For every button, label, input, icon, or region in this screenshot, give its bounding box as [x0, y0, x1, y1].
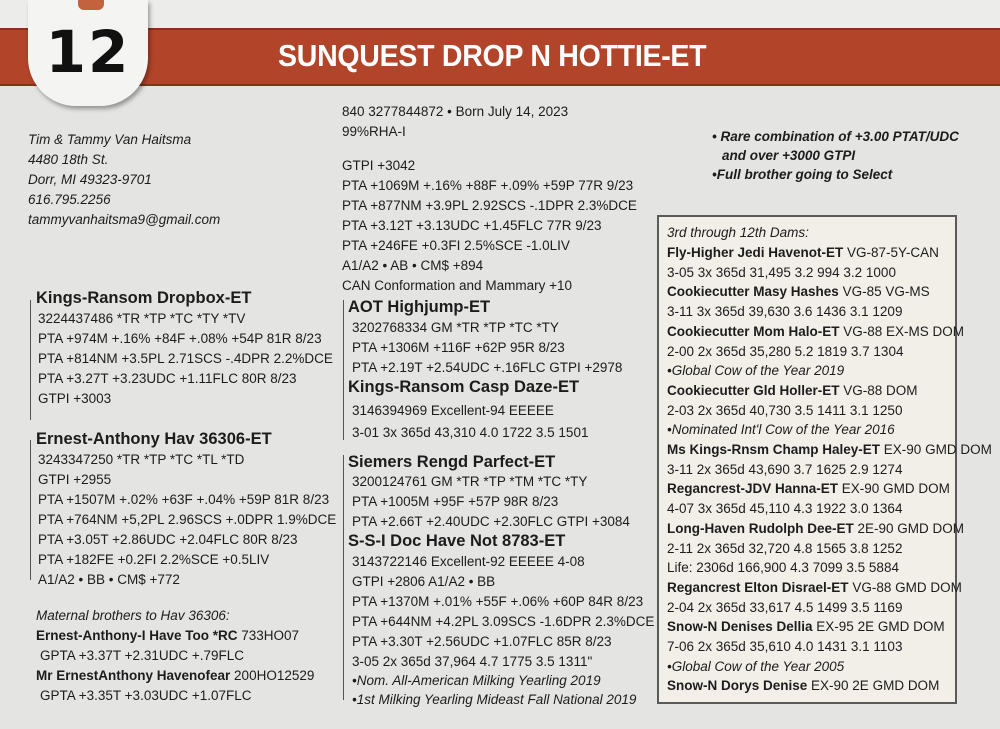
dam-entry-classification: EX-95 2E GMD DOM	[812, 619, 945, 635]
dam-sire-bracket-line	[343, 455, 344, 700]
sire-name: Kings-Ransom Dropbox-ET	[36, 289, 252, 307]
dam-entry	[667, 479, 950, 499]
dam-sire-line: PTA +2.66T +2.40UDC +2.30FLC GTPI +3084	[352, 514, 630, 529]
owner-name: Tim & Tammy Van Haitsma	[28, 132, 192, 147]
animal-stat: PTA +246FE +0.3FI 2.5%SCE -1.0LIV	[342, 238, 570, 253]
sire-line: PTA +974M +.16% +84F +.08% +54P 81R 8/23	[38, 331, 322, 346]
ancestral-dams-box	[657, 215, 992, 704]
dam-record: 2-00 2x 365d 35,280 5.2 1819 3.7 1304	[667, 343, 904, 359]
dam-dam-line: 3-05 2x 365d 37,964 4.7 1775 3.5 1311"	[352, 654, 593, 669]
dam-entry-name: Cookiecutter Masy Hashes	[667, 284, 839, 300]
dam-entry-classification: VG-88 EX-MS DOM	[839, 323, 965, 339]
dam-entry	[667, 440, 992, 460]
dam-entry-name: Fly-Higher Jedi Havenot-ET	[667, 245, 844, 260]
dam-entry-classification: VG-87-5Y-CAN	[843, 245, 939, 260]
dam-entry-classification: 2E-90 GMD DOM	[853, 520, 965, 536]
dam-name: Ernest-Anthony Hav 36306-ET	[36, 430, 272, 448]
dam-sire-line: 3200124761 GM *TR *TP *TM *TC *TY	[352, 474, 588, 489]
dam-entry-classification: EX-90 GMD DOM	[838, 481, 950, 497]
dam-line: A1/A2 • BB • CM$ +772	[38, 572, 180, 587]
sire-line: GTPI +3003	[38, 391, 112, 406]
owner-email: tammyvanhaitsma9@gmail.com	[28, 212, 221, 227]
dam-entry	[667, 322, 964, 342]
dam-line: PTA +1507M +.02% +63F +.04% +59P 81R 8/23	[38, 492, 330, 507]
dam-dam-line: PTA +644NM +4.2PL 3.09SCS -1.6DPR 2.3%DCE	[352, 614, 655, 629]
dam-record: 3-11 2x 365d 43,690 3.7 1625 2.9 1274	[667, 461, 903, 477]
dam-record: 4-07 3x 365d 45,110 4.3 1922 3.0 1364	[667, 501, 903, 517]
maternal-brother-stats: GPTA +3.37T +2.31UDC +.79FLC	[40, 648, 244, 663]
tag-hole-shape	[78, 0, 104, 10]
dam-dam-note: •Nom. All-American Milking Yearling 2019	[352, 673, 601, 688]
dam-entry-classification: EX-90 GMD DOM	[880, 442, 992, 457]
dam-entry-name: Long-Haven Rudolph Dee-ET	[667, 520, 854, 536]
dam-entry	[667, 282, 930, 302]
dam-entry-name: Ms Kings-Rnsm Champ Haley-ET	[667, 442, 881, 457]
dam-entry-name: Regancrest Elton Disrael-ET	[667, 579, 849, 595]
dam-dam-line: PTA +3.30T +2.56UDC +1.07FLC 85R 8/23	[352, 634, 612, 649]
animal-stat: PTA +877NM +3.9PL 2.92SCS -.1DPR 2.3%DCE	[342, 198, 637, 213]
dam-entry-name: Cookiecutter Mom Halo-ET	[667, 323, 840, 339]
highlight-3: •Full brother going to Select	[712, 167, 893, 182]
sire-sire-line: 3202768334 GM *TR *TP *TC *TY	[352, 320, 559, 335]
dam-entry-name: Regancrest-JDV Hanna-ET	[667, 481, 839, 497]
top-strip	[0, 0, 1000, 28]
dams-heading: 3rd through 12th Dams:	[667, 225, 809, 240]
dam-dam-line: GTPI +2806 A1/A2 • BB	[352, 574, 496, 589]
maternal-brother-code: 200HO12529	[230, 668, 315, 683]
dam-entry	[667, 617, 945, 637]
dam-line: GTPI +2955	[38, 472, 112, 487]
sire-sire-bracket-line	[343, 300, 344, 440]
dam-entry	[667, 243, 939, 263]
dam-line: PTA +182FE +0.2FI 2.2%SCE +0.5LIV	[38, 552, 270, 567]
dam-entry	[667, 519, 964, 539]
dam-entry-name: Snow-N Dorys Denise	[667, 678, 808, 694]
sire-bracket-line	[30, 300, 31, 420]
lot-title: SUNQUEST DROP N HOTTIE-ET	[278, 38, 707, 73]
registration-line: 840 3277844872 • Born July 14, 2023	[342, 104, 569, 119]
dam-record: 2-04 2x 365d 33,617 4.5 1499 3.5 1169	[667, 599, 903, 615]
dam-record: Life: 2306d 166,900 4.3 7099 3.5 5884	[667, 560, 899, 576]
rha-line: 99%RHA-I	[342, 124, 406, 139]
animal-stat: CAN Conformation and Mammary +10	[342, 278, 572, 293]
dam-line: 3243347250 *TR *TP *TC *TL *TD	[38, 452, 245, 467]
dam-dam-line: PTA +1370M +.01% +55F +.06% +60P 84R 8/23	[352, 594, 644, 609]
animal-stat: PTA +3.12T +3.13UDC +1.45FLC 77R 9/23	[342, 218, 602, 233]
lot-number: 12	[45, 18, 131, 86]
dam-entry	[667, 578, 962, 598]
animal-stat: A1/A2 • AB • CM$ +894	[342, 258, 484, 273]
dam-line: PTA +3.05T +2.86UDC +2.04FLC 80R 8/23	[38, 532, 298, 547]
maternal-brother-name: Ernest-Anthony-I Have Too *RC	[36, 628, 238, 643]
dam-sire-line: PTA +1005M +95F +57P 98R 8/23	[352, 494, 559, 509]
sire-dam-line: 3146394969 Excellent-94 EEEEE	[352, 403, 554, 418]
dam-record: 3-05 3x 365d 31,495 3.2 994 3.2 1000	[667, 264, 896, 280]
dam-entry-classification: VG-88 DOM	[839, 382, 918, 398]
dam-dam-note: •1st Milking Yearling Mideast Fall National 2019	[352, 692, 637, 707]
dam-entry-classification: VG-88 GMD DOM	[848, 579, 962, 595]
dam-record: 2-11 2x 365d 32,720 4.8 1565 3.8 1252	[667, 540, 903, 556]
sire-line: PTA +814NM +3.5PL 2.71SCS -.4DPR 2.2%DCE	[38, 351, 333, 366]
animal-stat: GTPI +3042	[342, 158, 416, 173]
maternal-heading: Maternal brothers to Hav 36306:	[36, 608, 230, 623]
maternal-brother	[36, 666, 314, 686]
dam-dam-line: 3143722146 Excellent-92 EEEEE 4-08	[352, 554, 585, 569]
dam-record: 7-06 2x 365d 35,610 4.0 1431 3.1 1103	[667, 639, 903, 654]
highlight-1: • Rare combination of +3.00 PTAT/UDC	[712, 129, 959, 144]
dam-note: •Global Cow of the Year 2005	[667, 658, 845, 674]
dam-entry	[667, 676, 939, 696]
dam-note: •Global Cow of the Year 2019	[667, 363, 845, 379]
lot-number-tag	[28, 0, 148, 106]
owner-street: 4480 18th St.	[28, 152, 109, 167]
animal-stat: PTA +1069M +.16% +88F +.09% +59P 77R 9/23	[342, 178, 634, 193]
maternal-brother-code: 733HO07	[237, 628, 300, 643]
sire-sire-name: AOT Highjump-ET	[348, 298, 491, 316]
sire-dam-name: Kings-Ransom Casp Daze-ET	[348, 378, 580, 396]
dam-record: 3-11 3x 365d 39,630 3.6 1436 3.1 1209	[667, 304, 903, 320]
dam-entry	[667, 381, 918, 401]
sire-line: 3224437486 *TR *TP *TC *TY *TV	[38, 311, 246, 326]
owner-city: Dorr, MI 49323-9701	[28, 172, 152, 187]
dam-bracket-line	[30, 440, 31, 580]
dam-note: •Nominated Int'l Cow of the Year 2016	[667, 422, 895, 438]
maternal-brother-stats: GPTA +3.35T +3.03UDC +1.07FLC	[40, 688, 252, 703]
dam-sire-name: Siemers Rengd Parfect-ET	[348, 453, 556, 471]
dam-entry-name: Snow-N Denises Dellia	[667, 619, 813, 635]
dam-entry-name: Cookiecutter Gld Holler-ET	[667, 382, 840, 398]
dam-line: PTA +764NM +5,2PL 2.96SCS +.0DPR 1.9%DCE	[38, 512, 337, 527]
dam-record: 2-03 2x 365d 40,730 3.5 1411 3.1 1250	[667, 402, 903, 418]
sire-sire-line: PTA +2.19T +2.54UDC +.16FLC GTPI +2978	[352, 360, 623, 375]
dam-dam-name: S-S-I Doc Have Not 8783-ET	[348, 532, 566, 550]
sire-sire-line: PTA +1306M +116F +62P 95R 8/23	[352, 340, 565, 355]
dam-entry-classification: VG-85 VG-MS	[838, 284, 930, 300]
sire-dam-line: 3-01 3x 365d 43,310 4.0 1722 3.5 1501	[352, 425, 589, 440]
dam-entry-classification: EX-90 2E GMD DOM	[807, 678, 940, 694]
maternal-brother-name: Mr ErnestAnthony Havenofear	[36, 668, 231, 683]
owner-phone: 616.795.2256	[28, 192, 111, 207]
highlight-2: and over +3000 GTPI	[722, 148, 856, 163]
maternal-brother	[36, 626, 299, 646]
sire-line: PTA +3.27T +3.23UDC +1.11FLC 80R 8/23	[38, 371, 297, 386]
